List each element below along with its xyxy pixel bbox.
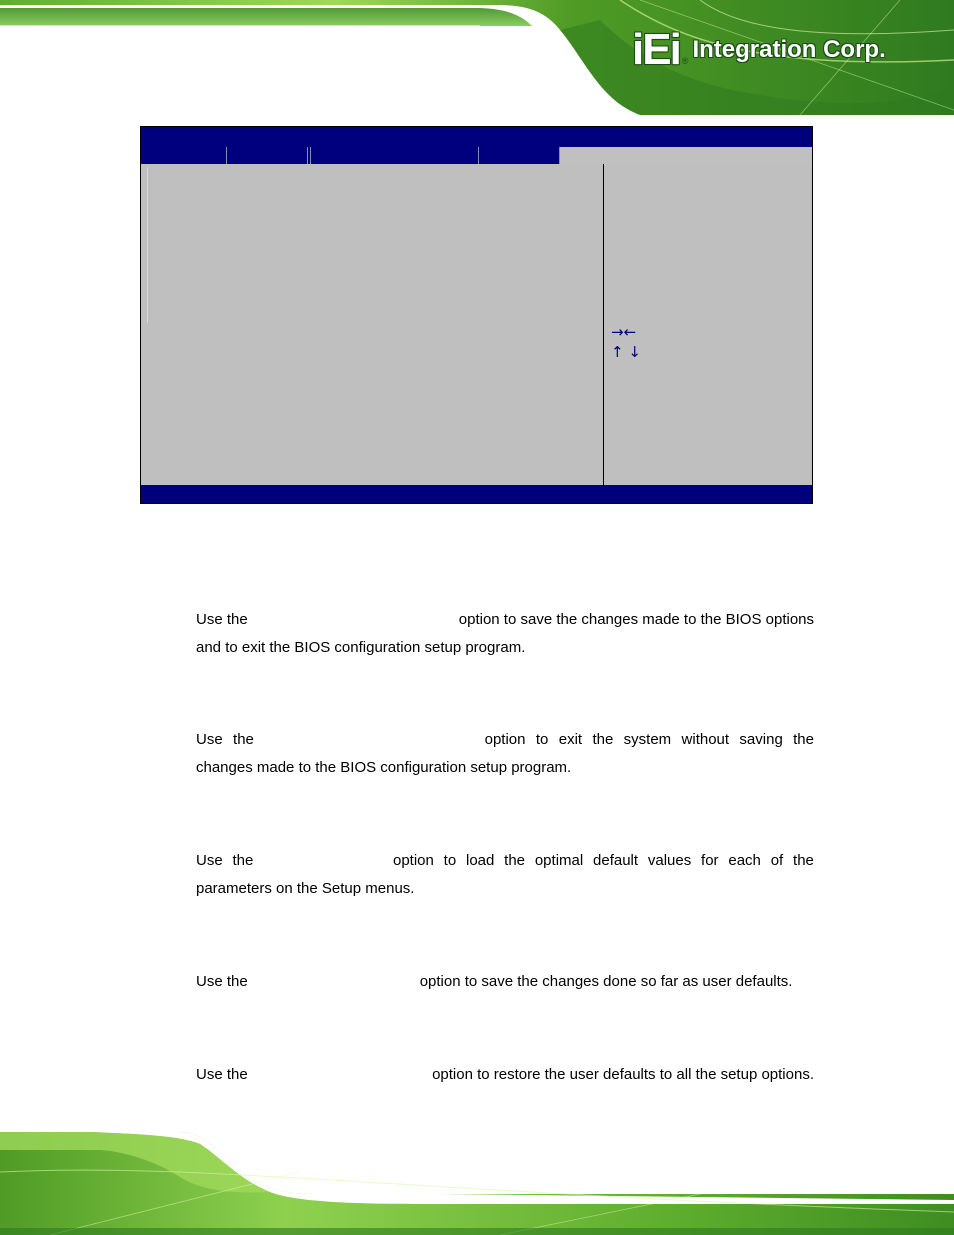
paragraph-line: and to exit the BIOS configuration setup program. xyxy=(196,638,526,656)
logo-wordmark: Integration Corp. xyxy=(692,36,886,63)
paragraph-line: changes made to the BIOS configuration setup program. xyxy=(196,758,572,776)
section-paragraph xyxy=(196,847,814,902)
bios-tab-4[interactable] xyxy=(311,147,479,164)
bios-screenshot xyxy=(140,126,813,504)
section-paragraph xyxy=(196,1061,814,1089)
registered-mark: ® xyxy=(681,56,689,66)
section-paragraph xyxy=(196,968,814,996)
left-right-arrows-icon: →← xyxy=(611,323,637,341)
section-paragraph xyxy=(196,726,814,781)
paragraph-line: parameters on the Setup menus. xyxy=(196,879,415,897)
up-down-arrows-icon: ↑ ↓ xyxy=(611,343,641,361)
bios-tab-2[interactable] xyxy=(227,147,308,164)
bios-status-bar xyxy=(141,485,812,503)
bios-tab-bar xyxy=(141,147,812,164)
paragraph-line: Use the option to save the changes made to the BIOS options xyxy=(196,611,814,628)
section-paragraph xyxy=(196,606,814,661)
paragraph-line: Use the option to exit the system without saving the xyxy=(196,731,814,748)
company-logo xyxy=(632,25,886,74)
bios-tab-active[interactable] xyxy=(560,147,812,164)
paragraph-line: Use the option to load the optimal default values for each of the xyxy=(196,852,814,869)
bios-menu-edge xyxy=(147,167,148,323)
bios-tab-5[interactable] xyxy=(479,147,560,164)
bios-title-bar xyxy=(141,127,812,147)
paragraph-line: Use the option to restore the user defaults to all the setup options. xyxy=(196,1066,814,1083)
paragraph-line: Use the option to save the changes done so far as user defaults. xyxy=(196,973,793,990)
footer-banner xyxy=(0,1132,954,1235)
bios-help-divider xyxy=(603,164,604,485)
logo-mark: iEi xyxy=(632,25,680,74)
bios-help-keys xyxy=(611,322,641,362)
bios-tab-1[interactable] xyxy=(141,147,227,164)
